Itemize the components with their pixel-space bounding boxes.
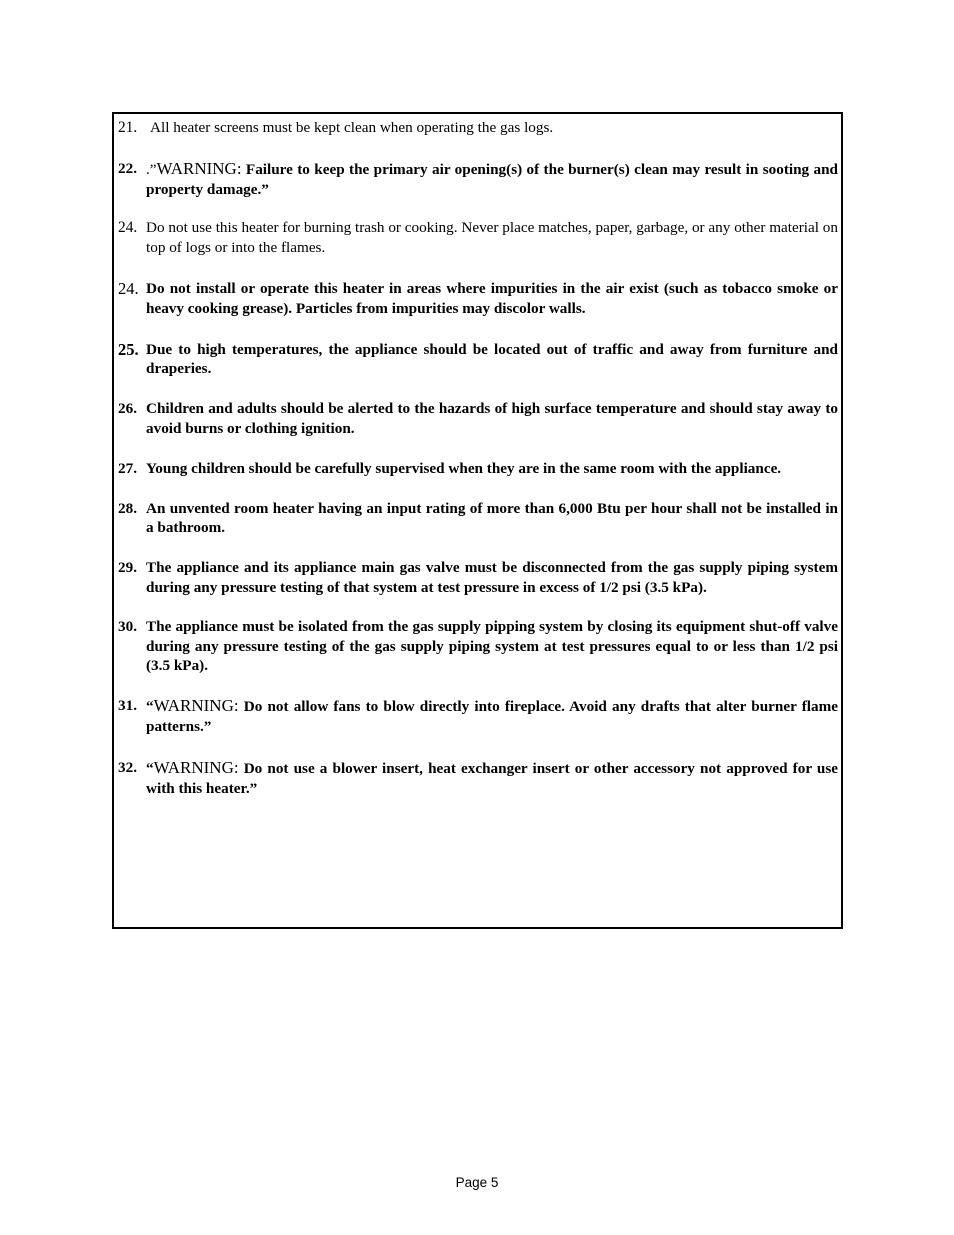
- list-item: [118, 218, 838, 258]
- item-number: 29.: [118, 559, 137, 577]
- item-number: 21.: [118, 119, 138, 136]
- item-number: 24.: [118, 278, 139, 298]
- item-lead: .”: [146, 160, 157, 178]
- item-body: Failure to keep the primary air opening(s) of the burner(s) clean may result in sooting and property damage.”: [146, 160, 838, 198]
- list-item: [118, 279, 838, 319]
- item-number: 26.: [118, 400, 137, 418]
- item-text: [146, 698, 838, 735]
- list-item: [118, 159, 838, 200]
- list-item: [118, 399, 838, 439]
- item-number: 27.: [118, 459, 137, 477]
- item-number: 30.: [118, 617, 137, 635]
- item-lead: “: [146, 759, 154, 777]
- item-text: All heater screens must be kept clean when operating the gas logs.: [150, 119, 554, 136]
- item-text: An unvented room heater having an input rating of more than 6,000 Btu per hour shall not be installed in a bathroom.: [146, 499, 838, 537]
- warning-label: WARNING:: [156, 158, 242, 178]
- item-text: The appliance must be isolated from the gas supply pipping system by closing its equipment shut-off valve during any pressure testing of the gas supply piping system at test pressures equal to or less than 1/2 psi (3.5 kPa).: [146, 617, 838, 675]
- item-body: Do not use a blower insert, heat exchanger insert or other accessory not approved for use with this heater.”: [146, 759, 838, 797]
- item-text: Young children should be carefully supervised when they are in the same room with the appliance.: [146, 459, 782, 477]
- item-text: [146, 158, 838, 198]
- safety-list: [118, 118, 838, 798]
- warnings-box: [112, 112, 843, 929]
- item-text: Do not use this heater for burning trash or cooking. Never place matches, paper, garbage, or any other material on top of logs or into the flames.: [146, 219, 838, 257]
- item-text: Do not install or operate this heater in areas where impurities in the air exist (such as tobacco smoke or heavy cooking grease). Particles from impurities may discolor walls.: [146, 279, 838, 317]
- list-item: [118, 696, 838, 737]
- item-number: 22.: [118, 159, 137, 177]
- item-number: 25.: [118, 339, 139, 359]
- item-number: 28.: [118, 499, 137, 517]
- item-text: The appliance and its appliance main gas valve must be disconnected from the gas supply piping system during any pressure testing of that system at test pressure in excess of 1/2 psi (3.5 kPa).: [146, 559, 838, 596]
- item-number: 24.: [118, 219, 138, 237]
- list-item: [118, 459, 838, 479]
- warning-label: WARNING:: [153, 696, 239, 716]
- list-item: [118, 617, 838, 676]
- list-item: [118, 499, 838, 539]
- item-body: Do not allow fans to blow directly into fireplace. Avoid any drafts that alter burner flame patterns.”: [146, 698, 838, 735]
- warning-label: WARNING:: [153, 757, 239, 777]
- list-item: [118, 758, 838, 799]
- item-lead: “: [146, 698, 154, 716]
- list-item: [118, 340, 838, 380]
- list-item: [118, 558, 838, 598]
- item-text: Due to high temperatures, the appliance should be located out of traffic and away from furniture and draperies.: [146, 340, 838, 378]
- page-number: Page 5: [455, 1175, 499, 1190]
- list-item: [118, 118, 838, 138]
- item-text: [146, 757, 838, 797]
- item-number: 32.: [118, 758, 137, 776]
- item-text: Children and adults should be alerted to the hazards of high surface temperature and should stay away to avoid burns or clothing ignition.: [146, 400, 838, 437]
- item-number: 31.: [118, 697, 137, 715]
